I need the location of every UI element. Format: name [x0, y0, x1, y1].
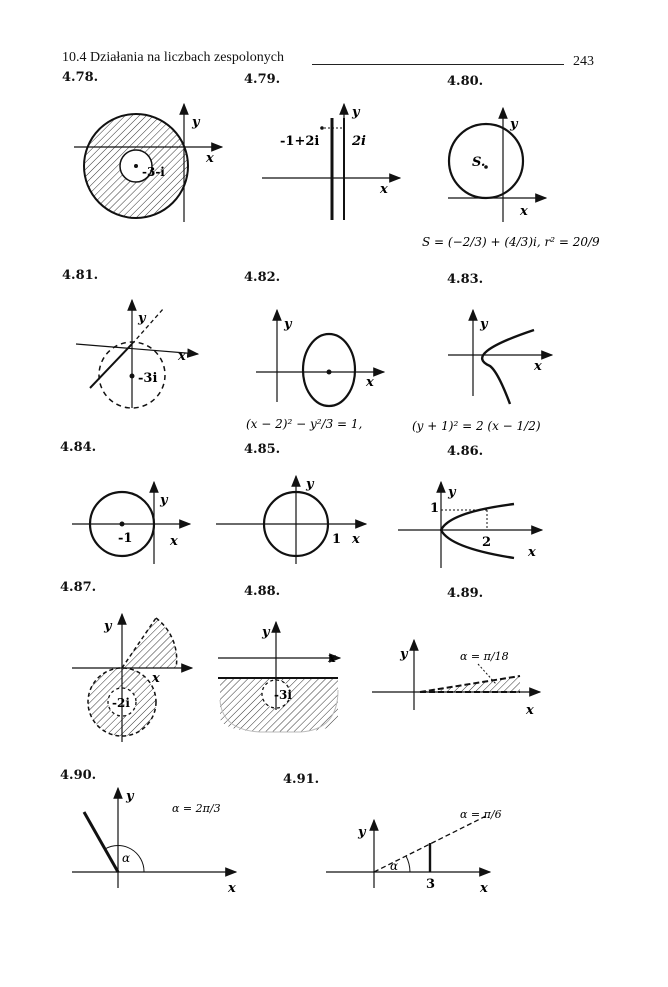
problem-4-87-label: 4.87. — [60, 580, 97, 595]
problem-4-79-label: 4.79. — [244, 72, 281, 87]
center-point — [134, 164, 138, 168]
boundary-line-dashed — [132, 308, 164, 344]
angle-label: α — [390, 859, 399, 873]
y-label: y — [104, 619, 112, 634]
x-label: x — [206, 151, 214, 166]
page-number: 243 — [573, 54, 594, 69]
y-label: y — [262, 625, 270, 640]
problem-4-91-label: 4.91. — [283, 772, 320, 787]
parabola — [482, 330, 534, 404]
figure-4-82 — [246, 310, 384, 431]
problem-4-90-label: 4.90. — [60, 768, 97, 783]
problem-4-80-label: 4.80. — [447, 74, 484, 89]
x-label: x — [228, 881, 236, 896]
figure-4-87 — [72, 614, 192, 742]
figure-4-86 — [398, 482, 542, 568]
y-label: y — [306, 477, 314, 492]
circle — [449, 124, 523, 198]
angle-arc — [406, 856, 410, 872]
sector-region — [122, 618, 177, 668]
point-label: -3i — [274, 688, 292, 702]
problem-4-83-label: 4.83. — [447, 272, 484, 287]
x-label: x — [520, 204, 528, 219]
x-label: x — [534, 359, 542, 374]
x-label: x — [528, 545, 536, 560]
x-label: x — [380, 182, 388, 197]
alpha-label: α = 2π/3 — [172, 802, 221, 815]
figure-4-91 — [326, 808, 502, 896]
tick-3-label: 3 — [426, 877, 436, 892]
point-label: -3-i — [142, 165, 165, 179]
alpha-label: α = π/18 — [460, 650, 509, 663]
tick-1-label: 1 — [430, 501, 440, 516]
y-label: y — [126, 789, 134, 804]
y-label: y — [192, 115, 200, 130]
caption: S = (−2/3) + (4/3)i, r² = 20/9 — [422, 235, 600, 249]
y-label: y — [284, 317, 292, 332]
figure-4-78 — [74, 104, 222, 222]
problem-4-88-label: 4.88. — [244, 584, 281, 599]
center-point — [130, 374, 135, 379]
y-label: y — [138, 311, 146, 326]
problem-4-89-label: 4.89. — [447, 586, 484, 601]
caption: (x − 2)² − y²/3 = 1, — [246, 417, 363, 431]
x-label: x — [352, 532, 360, 547]
problem-4-86-label: 4.86. — [447, 444, 484, 459]
x-label: x — [526, 703, 534, 718]
problem-4-81-label: 4.81. — [62, 268, 99, 283]
alpha-label: α = π/6 — [460, 808, 502, 821]
y-label: y — [480, 317, 488, 332]
point-label: -3i — [138, 371, 158, 386]
x-label: x — [178, 349, 186, 364]
problem-4-78-label: 4.78. — [62, 70, 99, 85]
y-label: y — [358, 825, 366, 840]
parabola — [441, 504, 514, 558]
x-label: x — [366, 375, 374, 390]
point — [320, 126, 324, 130]
figure-4-79 — [262, 104, 400, 220]
x-label: x — [328, 651, 336, 666]
figure-4-83 — [412, 310, 552, 433]
header-title: 10.4 Działania na liczbach zespolonych — [62, 50, 284, 65]
point-label: -1 — [118, 531, 133, 546]
figure-4-85 — [216, 476, 366, 564]
y-label: y — [510, 117, 518, 132]
y-label: y — [448, 485, 456, 500]
problem-4-85-label: 4.85. — [244, 442, 281, 457]
x-label: x — [480, 881, 488, 896]
figure-4-84 — [72, 482, 190, 564]
tick-2-label: 2 — [482, 535, 492, 550]
problem-4-82-label: 4.82. — [244, 270, 281, 285]
center-label: S. — [472, 155, 486, 170]
x-label: x — [170, 534, 178, 549]
x-label: x — [152, 671, 160, 686]
figure-4-81 — [76, 300, 198, 408]
y-label: y — [400, 647, 408, 662]
angle-label: α — [122, 851, 131, 865]
boundary-line — [90, 344, 132, 388]
caption: (y + 1)² = 2 (x − 1/2) — [412, 419, 541, 433]
figure-4-89 — [372, 640, 540, 718]
point-label: -1+2i — [280, 134, 320, 149]
ray — [84, 812, 118, 872]
point-label: 1 — [332, 532, 342, 547]
center-point — [327, 370, 332, 375]
point-label: -2i — [112, 696, 130, 710]
two-i-label: 2i — [352, 134, 366, 149]
figure-4-88 — [218, 622, 340, 732]
y-label: y — [160, 493, 168, 508]
center-point — [120, 522, 125, 527]
problem-4-84-label: 4.84. — [60, 440, 97, 455]
y-label: y — [352, 105, 360, 120]
figure-4-80 — [422, 108, 600, 249]
figure-4-90 — [72, 788, 236, 896]
